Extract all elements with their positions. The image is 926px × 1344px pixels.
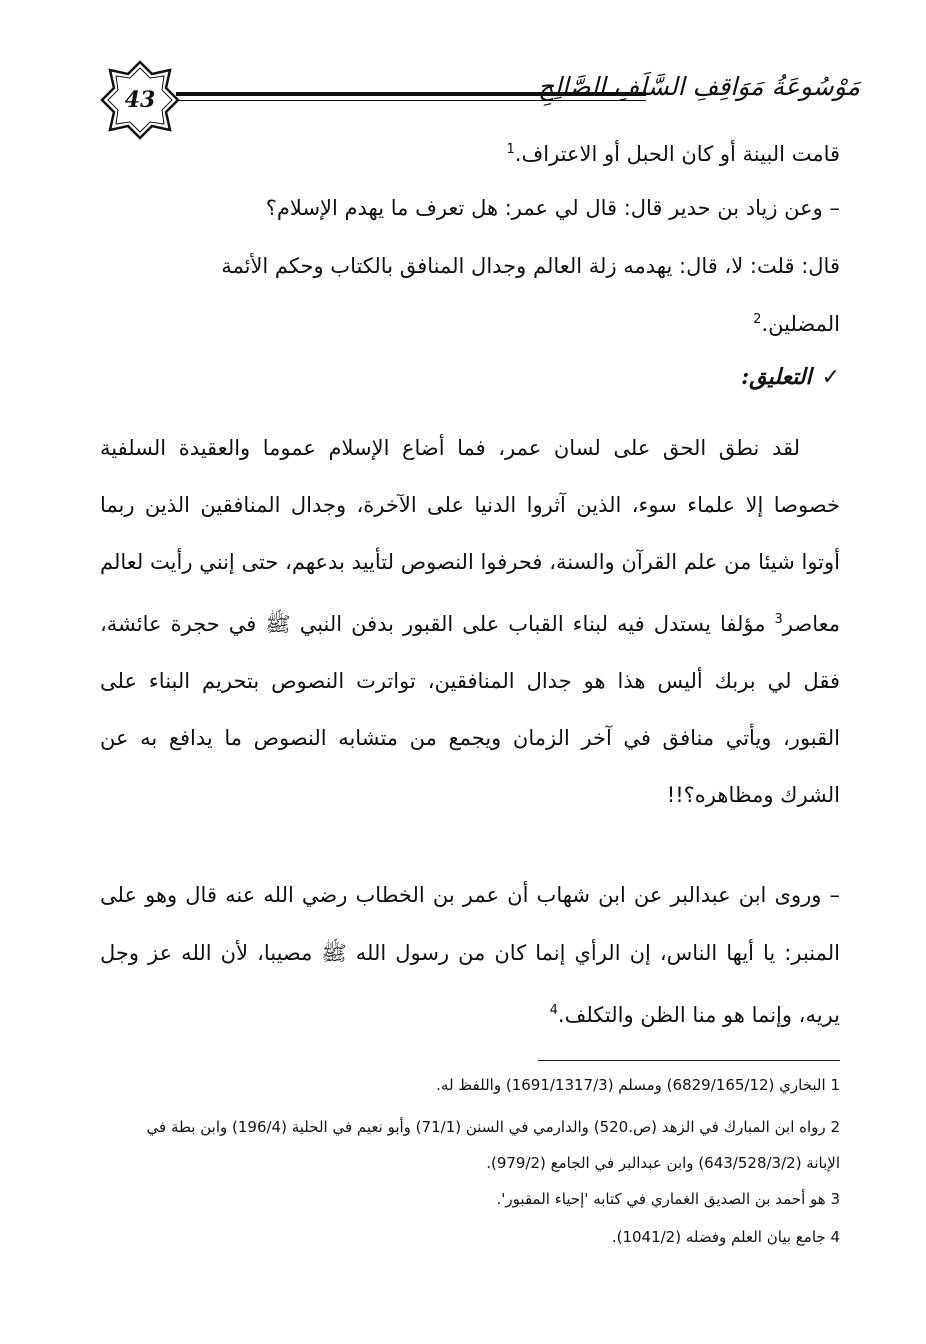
- footnote-number: 1: [830, 1076, 840, 1094]
- narration-line: – وعن زياد بن حدير قال: قال لي عمر: هل تعرف ما يهدم الإسلام؟: [265, 196, 840, 220]
- page-header: [100, 60, 860, 140]
- footnote-text: رواه ابن المبارك في الزهد (ص.520) والدارمي في السنن (71/1) وأبو نعيم في الحلية (196/4) وابن بطة في: [146, 1118, 826, 1136]
- footnote-ref: 1: [506, 142, 515, 157]
- footnote: [486, 1154, 840, 1172]
- footnote: [436, 1076, 840, 1094]
- commentary-paragraph: [100, 420, 840, 824]
- page-number-badge: [100, 60, 180, 140]
- section-heading: [741, 364, 840, 390]
- footnote-number: 2: [830, 1118, 840, 1136]
- footnote-number: 4: [830, 1228, 840, 1246]
- section-title: التعليق:: [741, 364, 812, 390]
- paragraph-text: المضلين.: [761, 312, 840, 336]
- footnote-text: الإبانة (643/528/3/2) وابن عبدالبر في الجامع (979/2).: [486, 1154, 840, 1172]
- paragraph-text: – وروى ابن عبدالبر عن ابن شهاب أن عمر بن الخطاب رضي الله عنه قال وهو على المنبر: يا أيها الناس، إن الرأي إنما كان من رسول الله ﷺ مصيبا، لأن الله عز وجل يريه، وإنما هو منا الظن والتكلف.: [100, 883, 840, 1027]
- footnote-ref: 2: [753, 312, 762, 327]
- footnote-text: جامع بيان العلم وفضله (1041/2).: [611, 1228, 826, 1246]
- footnote-number: 3: [830, 1190, 840, 1208]
- footnote-text: هو أحمد بن الصديق الغماري في كتابه 'إحياء المقبور'.: [496, 1190, 826, 1208]
- footnote-divider: [538, 1060, 840, 1061]
- paragraph-text: لقد نطق الحق على لسان عمر، فما أضاع الإسلام عموما والعقيدة السلفية خصوصا إلا علماء سوء، الذين آثروا الدنيا على الآخرة، وجدال المنافقين الذين ربما أوتوا شيئا من علم القرآن والسنة، فحرفوا النصوص لتأييد بدعهم، حتى إنني رأيت لعالم معاصر: [100, 436, 840, 636]
- footnote: [147, 1118, 840, 1136]
- footnote: [497, 1190, 840, 1208]
- footnote-ref: 4: [549, 1003, 558, 1018]
- footnote-ref: 3: [774, 612, 783, 627]
- narration-line: قال: قلت: لا، قال: يهدمه زلة العالم وجدال المنافق بالكتاب وحكم الأئمة: [221, 254, 840, 278]
- footnote-text: البخاري (6829/165/12) ومسلم (1691/1317/3) واللفظ له.: [436, 1076, 826, 1094]
- footnote: [612, 1228, 840, 1246]
- checkmark-icon: ✓: [821, 364, 840, 390]
- opening-line: [507, 142, 840, 166]
- narration-line: [753, 312, 840, 336]
- paragraph-text: مؤلفا يستدل فيه لبناء القباب على القبور بدفن النبي ﷺ في حجرة عائشة، فقل لي بربك أليس هذا هو جدال المنافقين، تواترت النصوص بتحريم البناء على القبور، ويأتي منافق في آخر الزمان ويجمع من متشابه النصوص ما يدافع به عن الشرك ومظاهره؟!!: [100, 612, 840, 807]
- narration-paragraph: [100, 866, 840, 1044]
- page-number: 43: [124, 87, 156, 113]
- paragraph-text: قامت البينة أو كان الحبل أو الاعتراف.: [514, 142, 840, 166]
- series-title: مَوْسُوعَةُ مَوَاقِفِ السَّلَفِ الصَّالِحِ: [537, 72, 860, 101]
